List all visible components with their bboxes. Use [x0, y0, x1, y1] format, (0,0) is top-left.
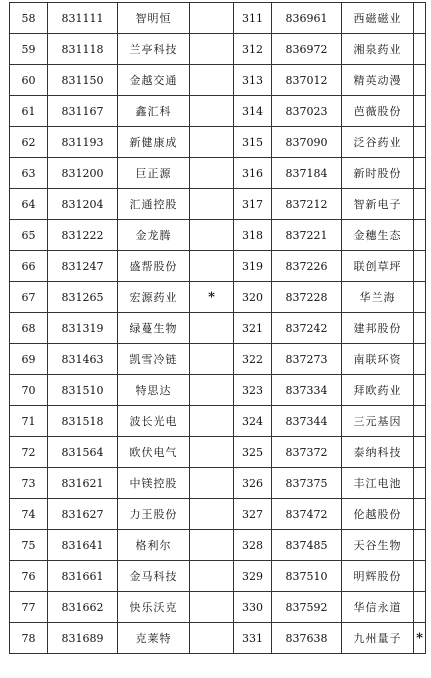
company-name-left: 克莱特 [118, 623, 190, 654]
company-name-left: 汇通控股 [118, 189, 190, 220]
company-name-left: 欧伏电气 [118, 437, 190, 468]
stock-code-right: 836961 [272, 3, 342, 34]
table-row [10, 375, 426, 406]
serial-number-left: 59 [10, 34, 48, 65]
serial-number-right: 324 [234, 406, 272, 437]
remark-mark-left [190, 592, 234, 623]
company-name-left: 特思达 [118, 375, 190, 406]
stock-code-left: 831247 [48, 251, 118, 282]
stock-code-left: 831222 [48, 220, 118, 251]
company-name-right: 泛谷药业 [342, 127, 414, 158]
company-name-left: 中镁控股 [118, 468, 190, 499]
company-name-right: 三元基因 [342, 406, 414, 437]
remark-mark-left [190, 65, 234, 96]
serial-number-right: 326 [234, 468, 272, 499]
serial-number-left: 68 [10, 313, 48, 344]
stock-code-left: 831319 [48, 313, 118, 344]
company-name-left: 金越交通 [118, 65, 190, 96]
serial-number-left: 71 [10, 406, 48, 437]
serial-number-left: 69 [10, 344, 48, 375]
remark-mark-left [190, 127, 234, 158]
serial-number-right: 321 [234, 313, 272, 344]
serial-number-left: 64 [10, 189, 48, 220]
stock-code-right: 837226 [272, 251, 342, 282]
company-name-left: 巨正源 [118, 158, 190, 189]
table-row [10, 468, 426, 499]
serial-number-right: 311 [234, 3, 272, 34]
company-name-left: 盛帮股份 [118, 251, 190, 282]
company-name-right: 明辉股份 [342, 561, 414, 592]
table-row [10, 499, 426, 530]
serial-number-left: 72 [10, 437, 48, 468]
remark-mark-right [414, 468, 426, 499]
remark-mark-left [190, 437, 234, 468]
remark-mark-right [414, 251, 426, 282]
stock-code-left: 831118 [48, 34, 118, 65]
remark-mark-right [414, 375, 426, 406]
company-name-right: 金穗生态 [342, 220, 414, 251]
table-row [10, 251, 426, 282]
company-name-left: 金马科技 [118, 561, 190, 592]
remark-mark-right [414, 65, 426, 96]
serial-number-left: 65 [10, 220, 48, 251]
company-name-right: 泰纳科技 [342, 437, 414, 468]
remark-mark-right [414, 96, 426, 127]
stock-code-left: 831193 [48, 127, 118, 158]
serial-number-left: 62 [10, 127, 48, 158]
serial-number-left: 58 [10, 3, 48, 34]
company-name-right: 湘泉药业 [342, 34, 414, 65]
stock-code-left: 831150 [48, 65, 118, 96]
remark-mark-left [190, 96, 234, 127]
table-row [10, 437, 426, 468]
stock-code-right: 837638 [272, 623, 342, 654]
company-name-right: 智新电子 [342, 189, 414, 220]
table-body [10, 3, 426, 654]
remark-mark-left [190, 375, 234, 406]
company-list-table [9, 2, 426, 654]
table-row [10, 34, 426, 65]
company-name-left: 宏源药业 [118, 282, 190, 313]
table-row [10, 189, 426, 220]
stock-code-left: 831265 [48, 282, 118, 313]
remark-mark-left [190, 468, 234, 499]
stock-code-right: 837228 [272, 282, 342, 313]
remark-mark-left: * [190, 282, 234, 313]
table-row [10, 344, 426, 375]
remark-mark-right [414, 158, 426, 189]
serial-number-left: 67 [10, 282, 48, 313]
serial-number-left: 70 [10, 375, 48, 406]
stock-code-left: 831564 [48, 437, 118, 468]
table-row [10, 220, 426, 251]
serial-number-left: 75 [10, 530, 48, 561]
serial-number-left: 61 [10, 96, 48, 127]
table-row [10, 623, 426, 654]
stock-code-left: 831689 [48, 623, 118, 654]
serial-number-right: 323 [234, 375, 272, 406]
serial-number-left: 60 [10, 65, 48, 96]
table-row [10, 592, 426, 623]
company-name-left: 绿蔓生物 [118, 313, 190, 344]
stock-code-left: 831661 [48, 561, 118, 592]
table-row [10, 313, 426, 344]
table-row [10, 158, 426, 189]
remark-mark-left [190, 158, 234, 189]
stock-code-left: 831204 [48, 189, 118, 220]
company-name-right: 芭薇股份 [342, 96, 414, 127]
remark-mark-left [190, 220, 234, 251]
remark-mark-right [414, 313, 426, 344]
remark-mark-right [414, 437, 426, 468]
table-row [10, 282, 426, 313]
stock-code-right: 837221 [272, 220, 342, 251]
company-name-right: 华信永道 [342, 592, 414, 623]
serial-number-right: 331 [234, 623, 272, 654]
remark-mark-left [190, 3, 234, 34]
stock-code-left: 831111 [48, 3, 118, 34]
stock-code-right: 837375 [272, 468, 342, 499]
serial-number-right: 315 [234, 127, 272, 158]
company-name-right: 华兰海 [342, 282, 414, 313]
stock-code-left: 831662 [48, 592, 118, 623]
company-name-right: 新时股份 [342, 158, 414, 189]
remark-mark-right [414, 530, 426, 561]
remark-mark-left [190, 530, 234, 561]
company-name-right: 天谷生物 [342, 530, 414, 561]
table-row [10, 96, 426, 127]
serial-number-left: 63 [10, 158, 48, 189]
company-name-left: 快乐沃克 [118, 592, 190, 623]
serial-number-left: 73 [10, 468, 48, 499]
stock-code-left: 831621 [48, 468, 118, 499]
stock-code-left: 831510 [48, 375, 118, 406]
serial-number-right: 330 [234, 592, 272, 623]
stock-code-left: 831200 [48, 158, 118, 189]
serial-number-left: 77 [10, 592, 48, 623]
remark-mark-left [190, 313, 234, 344]
stock-code-right: 837090 [272, 127, 342, 158]
remark-mark-right [414, 499, 426, 530]
remark-mark-right [414, 406, 426, 437]
remark-mark-right [414, 34, 426, 65]
remark-mark-left [190, 561, 234, 592]
table-row [10, 3, 426, 34]
serial-number-right: 313 [234, 65, 272, 96]
remark-mark-right [414, 189, 426, 220]
remark-mark-right [414, 344, 426, 375]
company-name-left: 波长光电 [118, 406, 190, 437]
stock-code-right: 837344 [272, 406, 342, 437]
serial-number-right: 329 [234, 561, 272, 592]
table-row [10, 561, 426, 592]
stock-code-right: 837592 [272, 592, 342, 623]
stock-code-right: 837012 [272, 65, 342, 96]
company-name-right: 精英动漫 [342, 65, 414, 96]
serial-number-right: 318 [234, 220, 272, 251]
company-name-right: 九州量子 [342, 623, 414, 654]
company-name-right: 丰江电池 [342, 468, 414, 499]
stock-code-right: 837273 [272, 344, 342, 375]
serial-number-right: 327 [234, 499, 272, 530]
company-name-left: 鑫汇科 [118, 96, 190, 127]
stock-code-left: 831167 [48, 96, 118, 127]
company-name-left: 凯雪冷链 [118, 344, 190, 375]
remark-mark-right: * [414, 623, 426, 654]
table-row [10, 530, 426, 561]
remark-mark-right [414, 282, 426, 313]
serial-number-right: 319 [234, 251, 272, 282]
stock-code-right: 837472 [272, 499, 342, 530]
serial-number-left: 66 [10, 251, 48, 282]
stock-code-left: 831518 [48, 406, 118, 437]
stock-code-right: 837023 [272, 96, 342, 127]
company-name-left: 兰亭科技 [118, 34, 190, 65]
remark-mark-right [414, 220, 426, 251]
stock-code-right: 837334 [272, 375, 342, 406]
remark-mark-right [414, 127, 426, 158]
stock-code-right: 837485 [272, 530, 342, 561]
remark-mark-right [414, 592, 426, 623]
remark-mark-left [190, 344, 234, 375]
serial-number-right: 322 [234, 344, 272, 375]
stock-code-right: 837510 [272, 561, 342, 592]
stock-code-left: 831627 [48, 499, 118, 530]
remark-mark-left [190, 251, 234, 282]
remark-mark-left [190, 189, 234, 220]
company-name-left: 金龙腾 [118, 220, 190, 251]
serial-number-right: 325 [234, 437, 272, 468]
table-row [10, 127, 426, 158]
stock-code-right: 837212 [272, 189, 342, 220]
serial-number-right: 316 [234, 158, 272, 189]
table-row [10, 65, 426, 96]
stock-code-right: 837184 [272, 158, 342, 189]
stock-code-left: 831641 [48, 530, 118, 561]
serial-number-left: 78 [10, 623, 48, 654]
remark-mark-left [190, 406, 234, 437]
company-name-right: 西磁磁业 [342, 3, 414, 34]
stock-code-right: 837242 [272, 313, 342, 344]
serial-number-right: 328 [234, 530, 272, 561]
remark-mark-left [190, 34, 234, 65]
serial-number-left: 76 [10, 561, 48, 592]
serial-number-right: 314 [234, 96, 272, 127]
stock-code-right: 836972 [272, 34, 342, 65]
company-name-right: 南联环资 [342, 344, 414, 375]
company-name-right: 拜欧药业 [342, 375, 414, 406]
company-name-left: 新健康成 [118, 127, 190, 158]
remark-mark-left [190, 623, 234, 654]
remark-mark-left [190, 499, 234, 530]
stock-code-left: 831463 [48, 344, 118, 375]
company-name-right: 伦越股份 [342, 499, 414, 530]
serial-number-right: 312 [234, 34, 272, 65]
serial-number-right: 320 [234, 282, 272, 313]
company-name-left: 格利尔 [118, 530, 190, 561]
remark-mark-right [414, 561, 426, 592]
company-name-left: 力王股份 [118, 499, 190, 530]
company-name-right: 建邦股份 [342, 313, 414, 344]
stock-code-right: 837372 [272, 437, 342, 468]
table-row [10, 406, 426, 437]
company-name-right: 联创草坪 [342, 251, 414, 282]
serial-number-left: 74 [10, 499, 48, 530]
remark-mark-right [414, 3, 426, 34]
serial-number-right: 317 [234, 189, 272, 220]
company-name-left: 智明恒 [118, 3, 190, 34]
